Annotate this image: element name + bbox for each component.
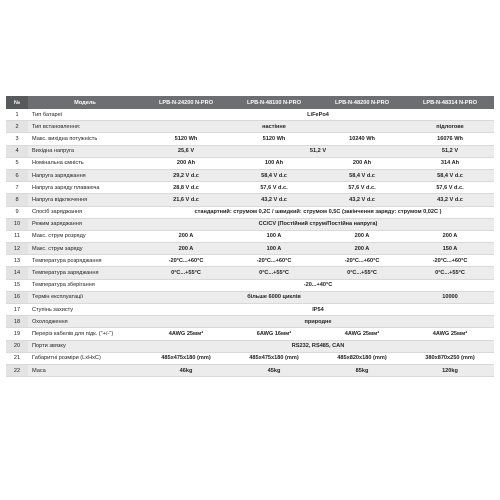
table-row: [6, 328, 494, 340]
table-row: [6, 340, 494, 352]
table-row: [6, 267, 494, 279]
row-label: Переріз кабелів для підк. ("+/-"): [28, 328, 142, 340]
value-cell: 100 A: [230, 243, 318, 255]
header-model-2: LPB-N-48100 N-PRO: [230, 96, 318, 109]
row-number: 9: [6, 206, 28, 218]
value-cell: 150 A: [406, 243, 494, 255]
row-number: 2: [6, 121, 28, 133]
row-number: 6: [6, 169, 28, 181]
table-row: [6, 316, 494, 328]
table-header-row: [6, 96, 494, 109]
value-cell: 485x820x180 (mm): [318, 352, 406, 364]
value-cell: 4AWG 25мм²: [318, 328, 406, 340]
value-cell: 57,6 V d.c.: [230, 182, 318, 194]
table-row: [6, 121, 494, 133]
value-cell: -20...+40°C: [142, 279, 494, 291]
value-cell: 4AWG 25мм²: [142, 328, 230, 340]
row-label: Режим заряджання: [28, 218, 142, 230]
row-number: 18: [6, 316, 28, 328]
row-number: 15: [6, 279, 28, 291]
row-label: Макс. струм розряду: [28, 230, 142, 242]
row-label: Температура зберігання: [28, 279, 142, 291]
row-number: 17: [6, 304, 28, 316]
row-number: 16: [6, 291, 28, 303]
table-row: [6, 255, 494, 267]
value-cell: настінне: [142, 121, 406, 133]
value-cell: 200 A: [318, 243, 406, 255]
value-cell: 43,2 V d.c: [318, 194, 406, 206]
value-cell: 21,6 V d.c: [142, 194, 230, 206]
table-row: [6, 230, 494, 242]
row-label: Тип встановлення:: [28, 121, 142, 133]
table-row: [6, 194, 494, 206]
value-cell: 485x475x180 (mm): [230, 352, 318, 364]
table-row: [6, 145, 494, 157]
row-number: 20: [6, 340, 28, 352]
value-cell: 58,4 V d.c: [230, 169, 318, 181]
row-label: Габаритні розміри (LxHxC): [28, 352, 142, 364]
value-cell: 58,4 V d.c: [406, 169, 494, 181]
value-cell: 0°C...+55°C: [406, 267, 494, 279]
value-cell: 0°C...+55°C: [318, 267, 406, 279]
table-row: [6, 243, 494, 255]
row-label: Охолодження: [28, 316, 142, 328]
row-number: 10: [6, 218, 28, 230]
table-row: [6, 218, 494, 230]
value-cell: 0°C...+55°C: [142, 267, 230, 279]
value-cell: 200 Ah: [318, 157, 406, 169]
value-cell: підлогове: [406, 121, 494, 133]
value-cell: 25,6 V: [142, 145, 230, 157]
row-label: Температура заряджання: [28, 267, 142, 279]
value-cell: 57,6 V d.c.: [406, 182, 494, 194]
value-cell: природне: [142, 316, 494, 328]
value-cell: -20°C...+60°C: [406, 255, 494, 267]
row-number: 3: [6, 133, 28, 145]
value-cell: -20°C...+60°C: [230, 255, 318, 267]
row-number: 1: [6, 109, 28, 121]
value-cell: 85kg: [318, 364, 406, 376]
row-label: Номінальна ємність: [28, 157, 142, 169]
row-label: Ступінь захисту: [28, 304, 142, 316]
table-row: [6, 206, 494, 218]
value-cell: 0°C...+55°C: [230, 267, 318, 279]
value-cell: -20°C...+60°C: [318, 255, 406, 267]
value-cell: більше 6000 циклів: [142, 291, 406, 303]
value-cell: 200 A: [142, 243, 230, 255]
value-cell: 10240 Wh: [318, 133, 406, 145]
value-cell: RS232, RS485, CAN: [142, 340, 494, 352]
header-model-3: LPB-N-48200 N-PRO: [318, 96, 406, 109]
row-label: Напруга заряду плаваюча: [28, 182, 142, 194]
value-cell: 200 A: [406, 230, 494, 242]
value-cell: 5120 Wh: [230, 133, 318, 145]
header-model-1: LPB-N-24200 N-PRO: [142, 96, 230, 109]
header-number: №: [6, 96, 28, 109]
table-row: [6, 352, 494, 364]
value-cell: LiFePo4: [142, 109, 494, 121]
value-cell: 200 A: [142, 230, 230, 242]
value-cell: 28,8 V d.c: [142, 182, 230, 194]
table-row: [6, 182, 494, 194]
value-cell: 4AWG 25мм²: [406, 328, 494, 340]
row-number: 19: [6, 328, 28, 340]
table-body: [6, 109, 494, 377]
value-cell: 485x475x180 (mm): [142, 352, 230, 364]
row-label: Порти звязку: [28, 340, 142, 352]
value-cell: 51,2 V: [230, 145, 406, 157]
value-cell: 45kg: [230, 364, 318, 376]
value-cell: -20°C...+60°C: [142, 255, 230, 267]
row-number: 5: [6, 157, 28, 169]
value-cell: 10000: [406, 291, 494, 303]
value-cell: 46kg: [142, 364, 230, 376]
row-number: 13: [6, 255, 28, 267]
row-number: 21: [6, 352, 28, 364]
value-cell: 29,2 V d.c: [142, 169, 230, 181]
spec-table-container: [6, 96, 494, 377]
value-cell: 57,6 V d.c.: [318, 182, 406, 194]
value-cell: 43,2 V d.c: [230, 194, 318, 206]
value-cell: 380x870x250 (mm): [406, 352, 494, 364]
row-label: Температура розряджання: [28, 255, 142, 267]
value-cell: 58,4 V d.c: [318, 169, 406, 181]
header-model: Модель: [28, 96, 142, 109]
row-number: 12: [6, 243, 28, 255]
value-cell: 120kg: [406, 364, 494, 376]
row-label: Термін експлуатації: [28, 291, 142, 303]
row-label: Напруга заряджання: [28, 169, 142, 181]
table-row: [6, 169, 494, 181]
row-label: Макс. вихідна потужність: [28, 133, 142, 145]
value-cell: 100 A: [230, 230, 318, 242]
table-row: [6, 157, 494, 169]
value-cell: стандартний: струмом 0,2C / швидкий: струмом 0,5C (закінчення заряду: струмом 0,02C ): [142, 206, 494, 218]
row-label: Маса: [28, 364, 142, 376]
row-number: 11: [6, 230, 28, 242]
value-cell: 5120 Wh: [142, 133, 230, 145]
table-row: [6, 291, 494, 303]
table-row: [6, 109, 494, 121]
value-cell: 6AWG 16мм²: [230, 328, 318, 340]
header-model-4: LPB-N-48314 N-PRO: [406, 96, 494, 109]
row-label: Тип батареї: [28, 109, 142, 121]
value-cell: 43,2 V d.c: [406, 194, 494, 206]
table-row: [6, 279, 494, 291]
row-label: Спосіб заряджання: [28, 206, 142, 218]
value-cell: 314 Ah: [406, 157, 494, 169]
value-cell: 100 Ah: [230, 157, 318, 169]
spec-table: [6, 96, 494, 377]
value-cell: 200 A: [318, 230, 406, 242]
row-number: 4: [6, 145, 28, 157]
row-label: Вихідна напруга: [28, 145, 142, 157]
value-cell: 16076 Wh: [406, 133, 494, 145]
row-number: 8: [6, 194, 28, 206]
value-cell: CC/CV (Постійний струм/Постійна напруга): [142, 218, 494, 230]
value-cell: 51,2 V: [406, 145, 494, 157]
value-cell: IP54: [142, 304, 494, 316]
table-row: [6, 364, 494, 376]
row-number: 14: [6, 267, 28, 279]
table-row: [6, 304, 494, 316]
row-number: 7: [6, 182, 28, 194]
row-label: Макс. струм заряду: [28, 243, 142, 255]
value-cell: 200 Ah: [142, 157, 230, 169]
row-number: 22: [6, 364, 28, 376]
row-label: Напруга відключення: [28, 194, 142, 206]
table-row: [6, 133, 494, 145]
